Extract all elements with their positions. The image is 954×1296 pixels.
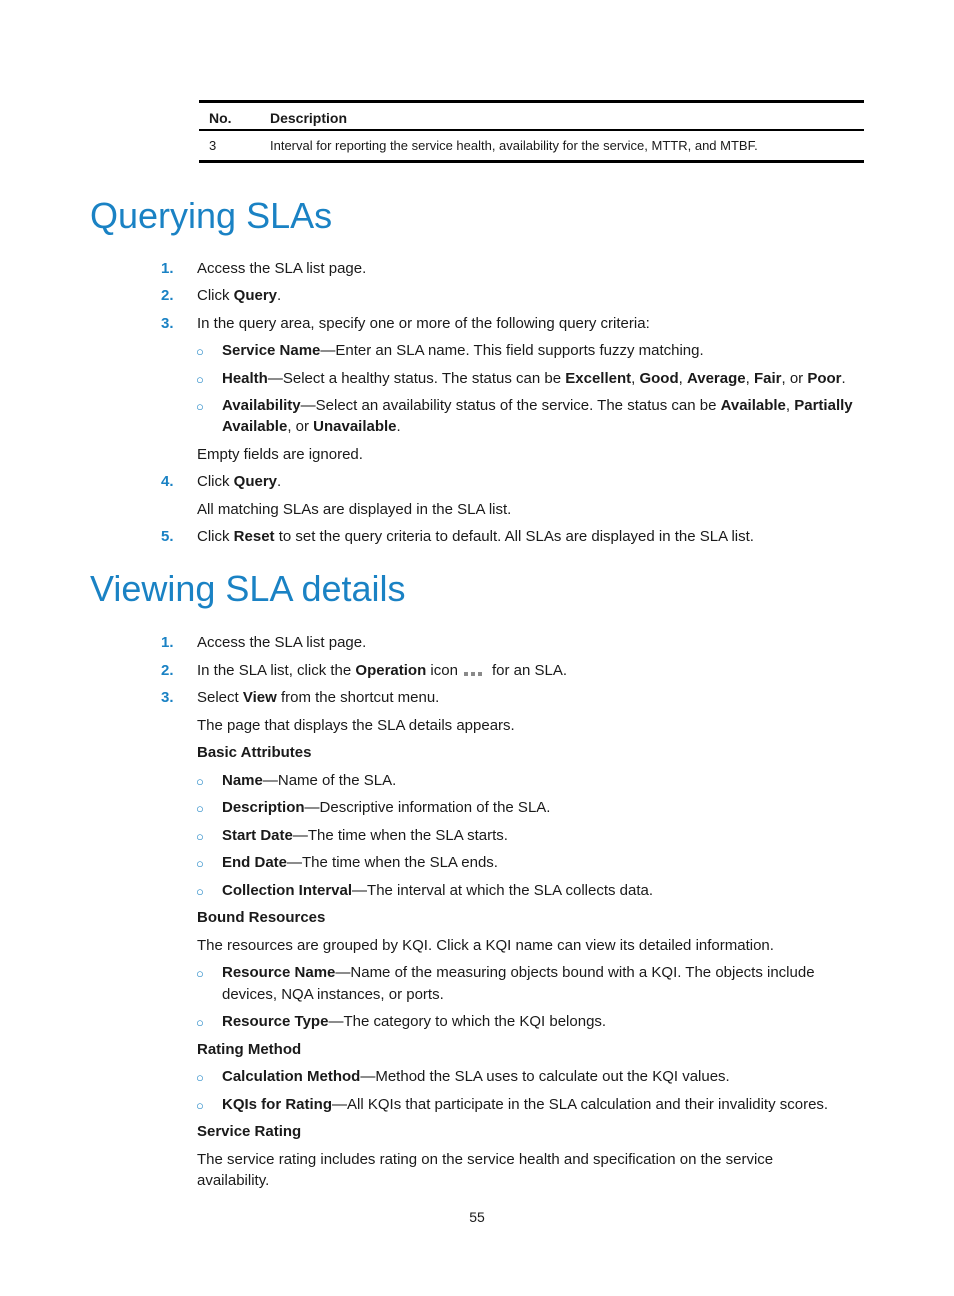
step-text: In the query area, specify one or more of the following query criteria: [197,315,650,332]
step-number: 4. [161,473,174,490]
list-item: Description—Descriptive information of the SLA. [222,799,551,816]
step-number: 1. [161,260,174,277]
bullet-icon: ○ [196,1015,204,1030]
list-item: Start Date—The time when the SLA starts. [222,827,508,844]
list-item: Calculation Method—Method the SLA uses to calculate out the KQI values. [222,1068,730,1085]
list-item-continuation: devices, NQA instances, or ports. [222,986,444,1003]
step-number: 3. [161,315,174,332]
bullet-icon: ○ [196,399,204,414]
step-number: 1. [161,634,174,651]
note-text: Empty fields are ignored. [197,446,363,463]
table-bottom-rule [199,160,864,163]
subheading-basic-attributes: Basic Attributes [197,744,312,761]
bullet-icon: ○ [196,966,204,981]
step-number: 5. [161,528,174,545]
list-item: Health—Select a healthy status. The status can be Excellent, Good, Average, Fair, or Poor. [222,370,846,387]
step-text: Click Query. [197,287,282,304]
paragraph: The service rating includes rating on the service health and specification on the service [197,1151,774,1168]
list-item: Availability—Select an availability status of the service. The status can be Available, Partially [222,397,853,414]
list-item: Service Name—Enter an SLA name. This field supports fuzzy matching. [222,342,704,359]
section-title-querying-slas: Querying SLAs [90,195,333,236]
list-item-continuation: Available, or Unavailable. [222,418,401,435]
table-header-no: No. [209,110,232,126]
list-item: Name—Name of the SLA. [222,772,397,789]
subheading-bound-resources: Bound Resources [197,909,326,926]
step-text: Access the SLA list page. [197,634,367,651]
bullet-icon: ○ [196,884,204,899]
list-item: KQIs for Rating—All KQIs that participate in the SLA calculation and their invalidity scores. [222,1096,829,1113]
subheading-rating-method: Rating Method [197,1041,302,1058]
step-text: Click Reset to set the query criteria to default. All SLAs are displayed in the SLA list. [197,528,754,545]
paragraph: The resources are grouped by KQI. Click a KQI name can view its detailed information. [197,937,774,954]
paragraph-continuation: availability. [197,1172,270,1189]
table-header-description: Description [270,110,348,126]
table-cell-description: Interval for reporting the service health, availability for the service, MTTR, and MTBF. [270,138,758,153]
bullet-icon: ○ [196,774,204,789]
bullet-icon: ○ [196,801,204,816]
subheading-service-rating: Service Rating [197,1123,302,1140]
bullet-icon: ○ [196,372,204,387]
list-item: End Date—The time when the SLA ends. [222,854,498,871]
step-number: 3. [161,689,174,706]
table-cell-no: 3 [209,138,217,153]
table-top-rule [199,100,864,103]
step-text: In the SLA list, click the Operation icon for an SLA. [197,662,567,679]
bullet-icon: ○ [196,856,204,871]
step-number: 2. [161,287,174,304]
step-number: 2. [161,662,174,679]
bullet-icon: ○ [196,1070,204,1085]
list-item: Collection Interval—The interval at which the SLA collects data. [222,882,654,899]
bullet-icon: ○ [196,344,204,359]
step-text: Click Query. [197,473,282,490]
table-header-rule [199,129,864,131]
bullet-icon: ○ [196,1098,204,1113]
list-item: Resource Type—The category to which the KQI belongs. [222,1013,607,1030]
bullet-icon: ○ [196,829,204,844]
section-title-viewing-sla-details: Viewing SLA details [90,568,406,609]
step-text: Access the SLA list page. [197,260,367,277]
page-number: 55 [469,1209,485,1225]
step-text: Select View from the shortcut menu. [197,689,440,706]
note-text: The page that displays the SLA details appears. [197,717,515,734]
operation-more-icon [464,663,486,673]
list-item: Resource Name—Name of the measuring objects bound with a KQI. The objects include [222,964,815,981]
note-text: All matching SLAs are displayed in the SLA list. [197,501,512,518]
